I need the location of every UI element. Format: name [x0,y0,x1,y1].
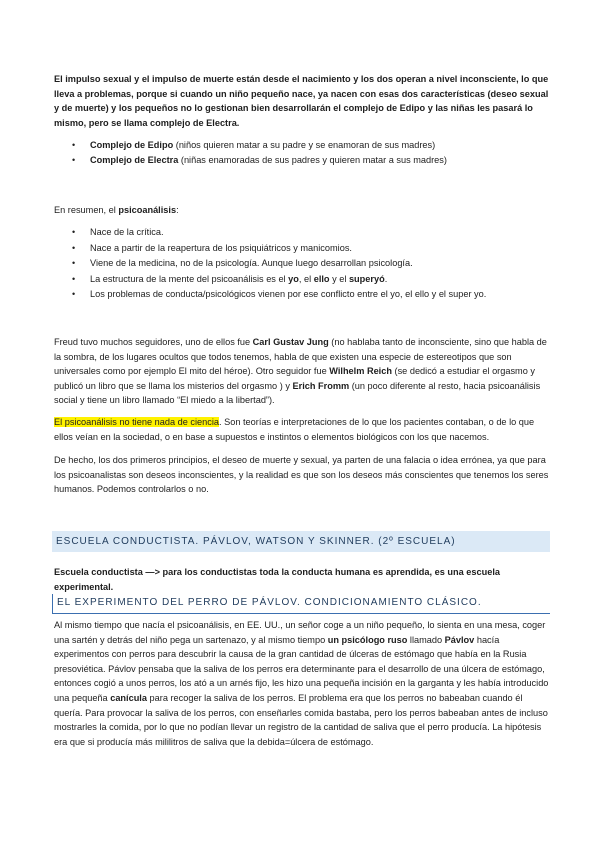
list-item [54,272,550,288]
list-item: • Viene de la medicina, no de la psicología. Aunque luego desarrollan psicología. [54,256,550,272]
list-item-text: (niñas enamoradas de sus padres y quieren matar a sus madres) [178,154,447,165]
superyo-term: superyó [348,273,385,284]
heading-experimento-pavlov: EL EXPERIMENTO DEL PERRO DE PÁVLOV. CONDICIONAMIENTO CLÁSICO. [52,594,550,614]
intro-paragraph: El impulso sexual y el impulso de muerte están desde el nacimiento y los dos operan a nivel inconsciente, lo que lleva a problemas, porque si cuando un niño pequeño nace, ya nacen con esas dos características (deseo sexual y de muerte) y los pequeños no lo gestionan bien desarrollarán el complejo de Edipo y las niñas les pasará lo mismo, pero se llama complejo de Electra. [54,74,549,128]
experimento-paragraph [54,618,550,749]
list-item-text: (niños quieren matar a su padre y se enamoran de sus madres) [173,140,436,150]
list-item-text: La estructura de la mente del psicoanálisis es el [90,273,289,284]
heading-escuela-conductista: ESCUELA CONDUCTISTA. PÁVLOV, WATSON Y SKINNER. (2º ESCUELA) [52,531,550,552]
fromm-name: Erich Fromm [292,380,350,391]
resumen-list [54,225,550,303]
canicula-term: canícula [110,692,147,703]
paragraph-text: (se dedicó a estudiar el orgasmo y publicó un libro que se llama los misterios del orgasmo ) y [54,366,535,391]
paragraph-text: Freud tuvo muchos seguidores, uno de ellos fue [54,337,253,347]
paragraph-text: (no hablaba tanto de inconsciente, sino que habla de la sombra, de los lugares ocultos que todos tenemos, habla de que existen una especie de estereotipos que son universales como por ejemplo El mito del héroe). Otro seguidor fue [54,337,547,377]
paragraph-text: llamado [407,634,445,645]
paragraph-text: para recoger la saliva de los perros. El problema era que los perros no babeaban cuando él quería. Para provocar la saliva de los perros, con enseñarles comida bastaba, pero los perros babeaban antes de incluso mostrarles la comida, por lo que no podían llevar un registro de la cantidad de saliva que el perro producía. La hipótesis era que si producía más mililitros de saliva que la debida=úlcera de estómago. [54,692,548,747]
list-item [54,138,550,153]
resumen-lead-text: En resumen, el [54,205,119,215]
reich-name: Wilhelm Reich [329,366,392,377]
psicoanalisis-term: psicoanálisis [118,205,177,215]
jung-name: Carl Gustav Jung [252,337,329,347]
yo-term: yo [288,273,299,284]
complejo-edipo-label: Complejo de Edipo [90,140,174,150]
paragraph-text: hacía experimentos con perros para descubrir la causa de la gran cantidad de úlceras de estómago que había en la Rusia presoviética. Pávlov pensaba que la saliva de los perros era determinante para el desarrollo de una úlcera de estómago, entonces cogió a unos perros, los ató a un arnés fijo, les hizo una pequeña incisión en la garganta y les había introducido una pequeña [54,634,549,703]
psicologo-ruso-term: un psicólogo ruso [327,634,408,645]
complejo-electra-label: Complejo de Electra [90,154,179,165]
seguidores-paragraph [54,335,550,408]
list-item: • Nace de la crítica. [54,225,550,241]
ciencia-paragraph [54,415,550,444]
conductista-paragraph: Escuela conductista —> para los conductistas toda la conducta humana es aprendida, es una escuela experimental. [54,567,500,592]
ello-term: ello [313,273,330,284]
pavlov-name: Pávlov [444,634,475,645]
list-item-text: y el [329,273,349,284]
highlighted-text: El psicoanálisis no tiene nada de ciencia [54,417,219,427]
complejos-list [54,138,550,167]
paragraph-text: Al mismo tiempo que nacía el psicoanálisis, en EE. UU., un señor coge a un niño pequeño, lo sienta en una mesa, coger una sartén y detrás del niño pega un sartenazo, y al mismo tiempo [54,620,546,645]
list-item [54,153,550,168]
resumen-lead [54,203,550,218]
principios-paragraph: De hecho, los dos primeros principios, el deseo de muerte y sexual, ya parten de una falacia o idea errónea, ya que para los psicoanalistas son deseos inconscientes, y la realidad es que son los deseos más conscientes que tenemos los seres humanos. Podemos controlarlos o no. [54,455,549,495]
list-item-text: . [384,273,388,284]
paragraph-text: (un poco diferente al resto, hacia psicoanálisis social y tiene un libro llamado “El miedo a la libertad”). [54,380,541,406]
paragraph-text: . Son teorías e interpretaciones de lo que los pacientes contaban, o de lo que ellos veían en la sociedad, o en base a supuestos e instintos o elementos biológicos con los que nacemos. [54,417,535,442]
list-item: • Nace a partir de la reapertura de los psiquiátricos y manicomios. [54,241,550,257]
list-item: • Los problemas de conducta/psicológicos vienen por ese conflicto entre el yo, el ello y el super yo. [54,287,550,303]
list-item-text: , el [298,273,314,284]
resumen-colon: : [176,205,179,215]
